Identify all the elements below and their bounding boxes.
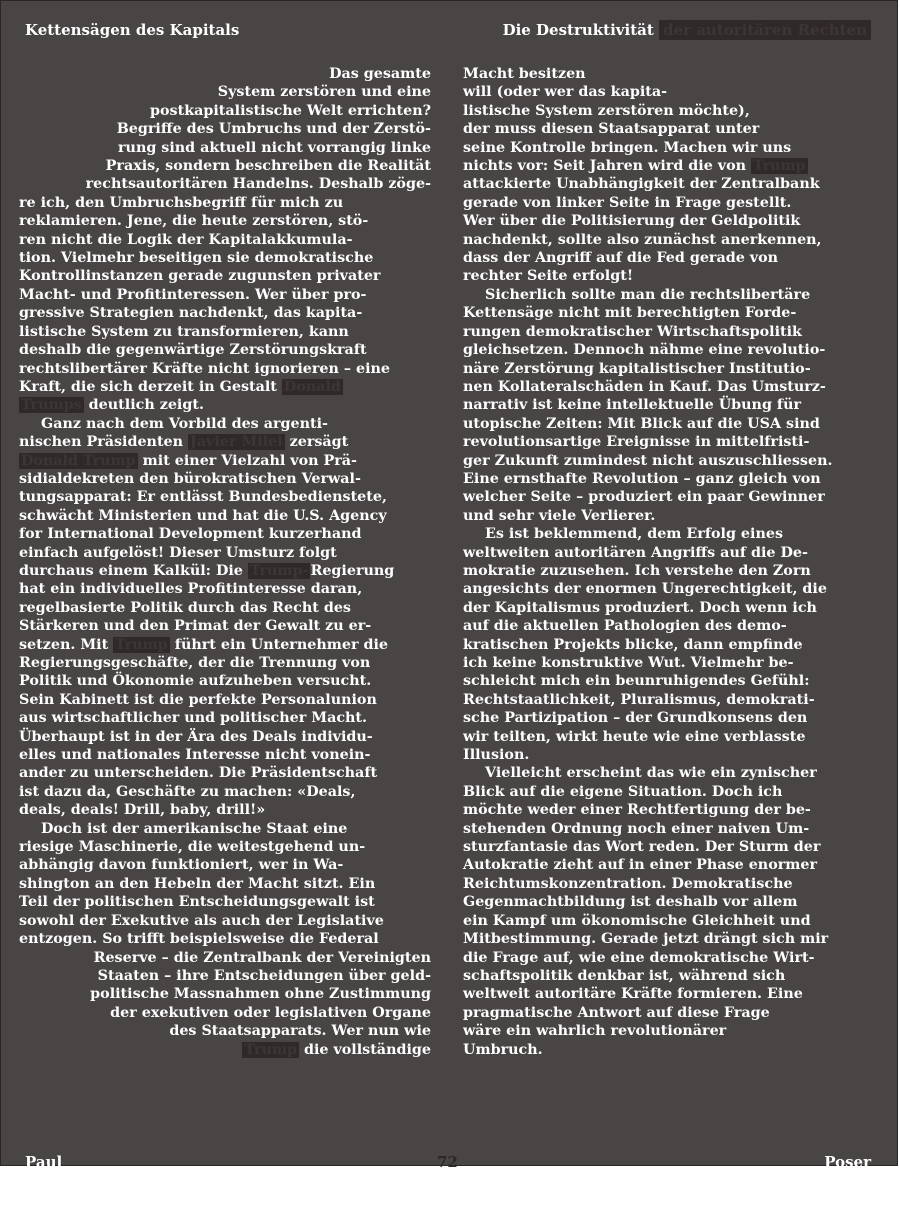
text-line — [19, 507, 431, 525]
line-text: for International Development kurzerhand — [19, 526, 362, 543]
line-text: rechter Seite erfolgt! — [463, 268, 634, 285]
line-text: Überhaupt ist in der Ära des Deals individu- — [19, 728, 373, 745]
text-line — [19, 157, 431, 175]
text-line — [19, 967, 431, 985]
line-text: Staaten – ihre Entscheidungen über geld- — [97, 967, 431, 984]
line-text: nen Kollateralschäden in Kauf. Das Umsturz- — [463, 378, 826, 395]
footer-author-last: Poser — [824, 1153, 871, 1171]
text-line — [19, 231, 431, 249]
highlighted-name: Javier Milei — [190, 434, 283, 451]
text-line — [463, 360, 875, 378]
line-text: des Staatsapparats. Wer nun wie — [169, 1023, 431, 1040]
text-line — [19, 102, 431, 120]
line-text: Kraft, die sich derzeit in Gestalt — [19, 378, 282, 395]
text-line — [19, 764, 431, 782]
line-text: sturzfantasie das Wort reden. Der Sturm der — [463, 839, 821, 856]
line-text: entzogen. So trifft beispielsweise die Federal — [19, 931, 379, 948]
line-text: postkapitalistische Welt errichten? — [150, 102, 431, 119]
text-line — [19, 249, 431, 267]
line-text: sche Partizipation – der Grundkonsens den — [463, 710, 808, 727]
text-line — [463, 212, 875, 230]
text-line — [19, 691, 431, 709]
text-line — [463, 764, 875, 782]
text-line — [19, 856, 431, 874]
text-line — [463, 120, 875, 138]
line-text: attackierte Unabhängigkeit der Zentralbank — [463, 176, 820, 193]
line-text: näre Zerstörung kapitalistischer Institutio- — [463, 360, 811, 377]
text-line — [19, 396, 431, 414]
line-text: und sehr viele Verlierer. — [463, 507, 656, 524]
highlighted-name: Donald — [283, 378, 341, 395]
text-line — [19, 599, 431, 617]
text-line — [19, 194, 431, 212]
text-line — [463, 102, 875, 120]
line-text: Teil der politischen Entscheidungsgewalt ist — [19, 894, 375, 911]
line-text: Sein Kabinett ist die perfekte Personalunion — [19, 691, 377, 708]
text-line — [19, 985, 431, 1003]
line-text: mit einer Vielzahl von Prä- — [137, 452, 357, 469]
text-line — [19, 672, 431, 690]
line-text: ein Kampf um ökonomische Gleichheit und — [463, 912, 811, 929]
text-line — [463, 452, 875, 470]
line-text: aus wirtschaftlicher und politischer Macht. — [19, 710, 368, 727]
line-text: ger Zukunft zumindest nicht auszuschliessen. — [463, 452, 833, 469]
line-text: möchte weder einer Rechtfertigung der be- — [463, 802, 811, 819]
line-text: einfach aufgelöst! Dieser Umsturz folgt — [19, 544, 337, 561]
text-line — [463, 672, 875, 690]
line-text: rechtslibertärer Kräfte nicht ignorieren – eine — [19, 360, 390, 377]
text-line — [19, 488, 431, 506]
text-line — [19, 323, 431, 341]
text-line — [19, 820, 431, 838]
text-line — [19, 341, 431, 359]
line-text: abhängig davon funktioniert, wer in Wa- — [19, 857, 344, 874]
line-text: angesichts der enormen Ungerechtigkeit, die — [463, 581, 827, 598]
line-text: Macht besitzen — [463, 66, 586, 82]
line-text: Es ist beklemmend, dem Erfolg eines — [485, 526, 783, 543]
line-text: schaftspolitik denkbar ist, während sich — [463, 967, 786, 984]
text-line — [463, 544, 875, 562]
text-line — [19, 1004, 431, 1022]
text-line — [463, 341, 875, 359]
line-text: gerade von linker Seite in Frage gestellt. — [463, 194, 792, 211]
line-text: Gegenmachtbildung ist deshalb vor allem — [463, 894, 798, 911]
line-text: Macht- und Profitinteressen. Wer über pro- — [19, 286, 367, 303]
line-text: deals, deals! Drill, baby, drill!» — [19, 802, 266, 819]
text-line — [19, 580, 431, 598]
line-text: Sicherlich sollte man die rechtslibertäre — [485, 286, 811, 303]
text-line — [463, 139, 875, 157]
line-text: narrativ ist keine intellektuelle Übung für — [463, 397, 801, 414]
text-line — [463, 746, 875, 764]
line-text: rungen demokratischer Wirtschaftspolitik — [463, 323, 802, 340]
line-text: nichts vor: Seit Jahren wird die von — [463, 158, 752, 175]
text-line — [19, 212, 431, 230]
right-text-column — [463, 65, 875, 1059]
line-text: Rechtstaatlichkeit, Pluralismus, demokrati- — [463, 691, 815, 708]
highlighted-name: Trump- — [249, 562, 309, 579]
line-text: Begriffe des Umbruchs und der Zerstö- — [116, 121, 431, 138]
text-line — [463, 838, 875, 856]
text-line — [463, 636, 875, 654]
line-text: Reichtumskonzentration. Demokratische — [463, 875, 793, 892]
line-text: Wer über die Politisierung der Geldpolitik — [463, 213, 801, 230]
text-line — [19, 139, 431, 157]
text-line — [463, 1022, 875, 1040]
text-line — [463, 985, 875, 1003]
text-line — [19, 433, 431, 451]
highlighted-name: Trump — [753, 158, 806, 175]
line-text: setzen. Mit — [19, 636, 114, 653]
text-line — [463, 304, 875, 322]
text-line — [463, 949, 875, 967]
text-line — [19, 1022, 431, 1040]
text-line — [19, 378, 431, 396]
line-text: die vollständige — [298, 1041, 431, 1058]
line-text: der Kapitalismus produziert. Doch wenn ich — [463, 599, 817, 616]
highlighted-name: Trump — [115, 636, 168, 653]
text-line — [463, 599, 875, 617]
text-line — [19, 875, 431, 893]
text-line — [463, 415, 875, 433]
line-text: Umbruch. — [463, 1041, 543, 1058]
running-header-right — [503, 21, 871, 39]
text-line — [19, 912, 431, 930]
line-text: listische System zu transformieren, kann — [19, 323, 349, 340]
text-line — [463, 820, 875, 838]
text-line — [463, 856, 875, 874]
text-line — [19, 801, 431, 819]
line-text: ist dazu da, Geschäfte zu machen: «Deals, — [19, 783, 356, 800]
text-line — [463, 930, 875, 948]
line-text: System zerstören und eine — [217, 84, 431, 101]
right-column-lines — [463, 65, 875, 1059]
line-text: Kettensäge nicht mit berechtigten Forde- — [463, 305, 797, 322]
text-line — [463, 967, 875, 985]
left-column-lines — [19, 65, 431, 1059]
text-line — [19, 286, 431, 304]
text-line — [19, 728, 431, 746]
text-line — [463, 1004, 875, 1022]
text-line — [463, 433, 875, 451]
text-line — [463, 562, 875, 580]
line-text: durchaus einem Kalkül: Die — [19, 562, 248, 579]
line-text: Ganz nach dem Vorbild des argenti- — [41, 415, 328, 432]
line-text: stehenden Ordnung noch einer naiven Um- — [463, 820, 810, 837]
text-line — [19, 709, 431, 727]
line-text: tion. Vielmehr beseitigen sie demokratische — [19, 250, 374, 267]
line-text: nischen Präsidenten — [19, 434, 189, 451]
text-line — [463, 875, 875, 893]
text-line — [463, 470, 875, 488]
line-text: Doch ist der amerikanische Staat eine — [41, 820, 348, 837]
line-text: dass der Angriff auf die Fed gerade von — [463, 250, 779, 267]
line-text: utopische Zeiten: Mit Blick auf die USA sind — [463, 415, 820, 432]
line-text: Regierung — [310, 562, 395, 579]
line-text: mokratie zuzusehen. Ich verstehe den Zorn — [463, 562, 811, 579]
line-text: auf die aktuellen Pathologien des demo- — [463, 618, 787, 635]
line-text: schleicht mich ein beunruhigendes Gefühl: — [463, 673, 810, 690]
text-line — [463, 893, 875, 911]
line-text: gressive Strategien nachdenkt, das kapita- — [19, 305, 363, 322]
line-text: nachdenkt, sollte also zunächst anerkennen, — [463, 231, 822, 248]
line-text: Autokratie zieht auf in einer Phase enormer — [463, 857, 818, 874]
line-text: rung sind aktuell nicht vorrangig linke — [118, 139, 431, 156]
text-line — [463, 525, 875, 543]
line-text: führt ein Unternehmer die — [169, 636, 388, 653]
text-line — [19, 838, 431, 856]
line-text: kratischen Projekts blicke, dann empfinde — [463, 636, 803, 653]
line-text: Praxis, sondern beschreiben die Realität — [105, 158, 431, 175]
text-line — [463, 617, 875, 635]
text-line — [463, 286, 875, 304]
text-line — [463, 378, 875, 396]
line-text: Eine ernsthafte Revolution – ganz gleich von — [463, 470, 821, 487]
line-text: sidialdekreten den bürokratischen Verwal- — [19, 470, 361, 487]
line-text: wir teilten, wirkt heute wie eine verblasste — [463, 728, 806, 745]
header-right-highlight: der autoritären Rechten — [659, 20, 871, 40]
text-line — [19, 636, 431, 654]
line-text: listische System zerstören möchte), — [463, 102, 750, 119]
text-line — [19, 304, 431, 322]
text-line — [19, 1041, 431, 1059]
text-line — [463, 1041, 875, 1059]
highlighted-name: Donald Trump — [21, 452, 136, 469]
line-text: elles und nationales Interesse nicht vonein- — [19, 747, 371, 764]
line-text: ander zu unterscheiden. Die Präsidentschaft — [19, 765, 378, 782]
text-line — [19, 544, 431, 562]
text-line — [463, 654, 875, 672]
text-line — [19, 525, 431, 543]
line-text: weltweit autoritäre Kräfte formieren. Eine — [463, 986, 803, 1003]
line-text: hat ein individuelles Profitinteresse daran, — [19, 581, 363, 598]
line-text: tungsapparat: Er entlässt Bundesbedienstete, — [19, 489, 387, 506]
line-text: seine Kontrolle bringen. Machen wir uns — [463, 139, 792, 156]
line-text: gleichsetzen. Dennoch nähme eine revolutio- — [463, 342, 826, 359]
line-text: reklamieren. Jene, die heute zerstören, stö- — [19, 213, 369, 230]
line-text: Illusion. — [463, 747, 530, 764]
line-text: revolutionsartige Ereignisse in mittelfristi- — [463, 434, 810, 451]
text-line — [19, 746, 431, 764]
text-line — [463, 691, 875, 709]
line-text: Vielleicht erscheint das wie ein zynischer — [485, 765, 817, 782]
line-text: pragmatische Antwort auf diese Frage — [463, 1004, 770, 1021]
footer-author-first: Paul — [25, 1153, 63, 1171]
line-text: Reserve – die Zentralbank der Vereinigten — [93, 949, 431, 966]
highlighted-name: Trump — [244, 1041, 297, 1058]
line-text: weltweiten autoritären Angriffs auf die De- — [463, 544, 808, 561]
line-text: regelbasierte Politik durch das Recht des — [19, 599, 351, 616]
line-text: re ich, den Umbruchsbegriff für mich zu — [19, 194, 344, 211]
text-line — [19, 893, 431, 911]
text-line — [463, 231, 875, 249]
text-line — [463, 157, 875, 175]
text-line — [19, 267, 431, 285]
text-line — [19, 452, 431, 470]
line-text: deshalb die gegenwärtige Zerstörungskraft — [19, 342, 367, 359]
text-line — [463, 267, 875, 285]
line-text: Mitbestimmung. Gerade jetzt drängt sich mir — [463, 931, 829, 948]
left-text-column — [19, 65, 431, 1059]
line-text: riesige Maschinerie, die weitestgehend un- — [19, 839, 366, 856]
text-line — [463, 83, 875, 101]
line-text: ren nicht die Logik der Kapitalakkumula- — [19, 231, 353, 248]
line-text: Kontrollinstanzen gerade zugunsten privater — [19, 268, 381, 285]
line-text: zersägt — [284, 434, 349, 451]
line-text: Politik und Ökonomie aufzuheben versucht. — [19, 673, 372, 690]
line-text: der muss diesen Staatsapparat unter — [463, 121, 760, 138]
line-text: ich keine konstruktive Wut. Vielmehr be- — [463, 655, 794, 671]
line-text: der exekutiven oder legislativen Organe — [110, 1004, 431, 1021]
line-text: sowohl der Exekutive als auch der Legislative — [19, 912, 384, 929]
highlighted-name: Trumps — [21, 397, 82, 414]
text-line — [463, 194, 875, 212]
line-text: Blick auf die eigene Situation. Doch ich — [463, 783, 783, 800]
text-line — [19, 120, 431, 138]
line-text: politische Massnahmen ohne Zustimmung — [90, 986, 431, 1003]
text-line — [463, 728, 875, 746]
text-line — [463, 488, 875, 506]
line-text: Regierungsgeschäfte, der die Trennung von — [19, 655, 371, 671]
header-right-plain: Die Destruktivität — [502, 21, 654, 39]
text-line — [463, 175, 875, 193]
text-line — [463, 709, 875, 727]
line-text: deutlich zeigt. — [83, 397, 204, 414]
text-line — [19, 175, 431, 193]
text-line — [19, 930, 431, 948]
text-line — [19, 415, 431, 433]
text-line — [463, 249, 875, 267]
text-line — [19, 470, 431, 488]
text-line — [19, 949, 431, 967]
text-line — [19, 83, 431, 101]
line-text: schwächt Ministerien und hat die U.S. Agency — [19, 507, 387, 524]
line-text: wäre ein wahrlich revolutionärer — [463, 1023, 727, 1040]
line-text: Stärkeren und den Primat der Gewalt zu er- — [19, 618, 372, 635]
text-line — [19, 654, 431, 672]
text-line — [19, 562, 431, 580]
text-line — [463, 580, 875, 598]
line-text: rechtsautoritären Handelns. Deshalb zöge- — [85, 176, 431, 193]
page-number: 72 — [437, 1153, 458, 1171]
text-line — [463, 323, 875, 341]
line-text: will (oder wer das kapita- — [463, 84, 668, 101]
text-line — [463, 396, 875, 414]
text-line — [19, 617, 431, 635]
text-line — [19, 360, 431, 378]
text-line — [463, 783, 875, 801]
text-line — [463, 912, 875, 930]
line-text: welcher Seite – produziert ein paar Gewinner — [463, 489, 825, 506]
text-line — [463, 65, 875, 83]
text-line — [19, 783, 431, 801]
running-header-left: Kettensägen des Kapitals — [25, 21, 240, 39]
text-line — [19, 65, 431, 83]
line-text: die Frage auf, wie eine demokratische Wirt- — [463, 949, 815, 966]
line-text: Das gesamte — [329, 66, 431, 82]
text-line — [463, 507, 875, 525]
line-text: shington an den Hebeln der Macht sitzt. Ein — [19, 875, 376, 892]
text-line — [463, 801, 875, 819]
